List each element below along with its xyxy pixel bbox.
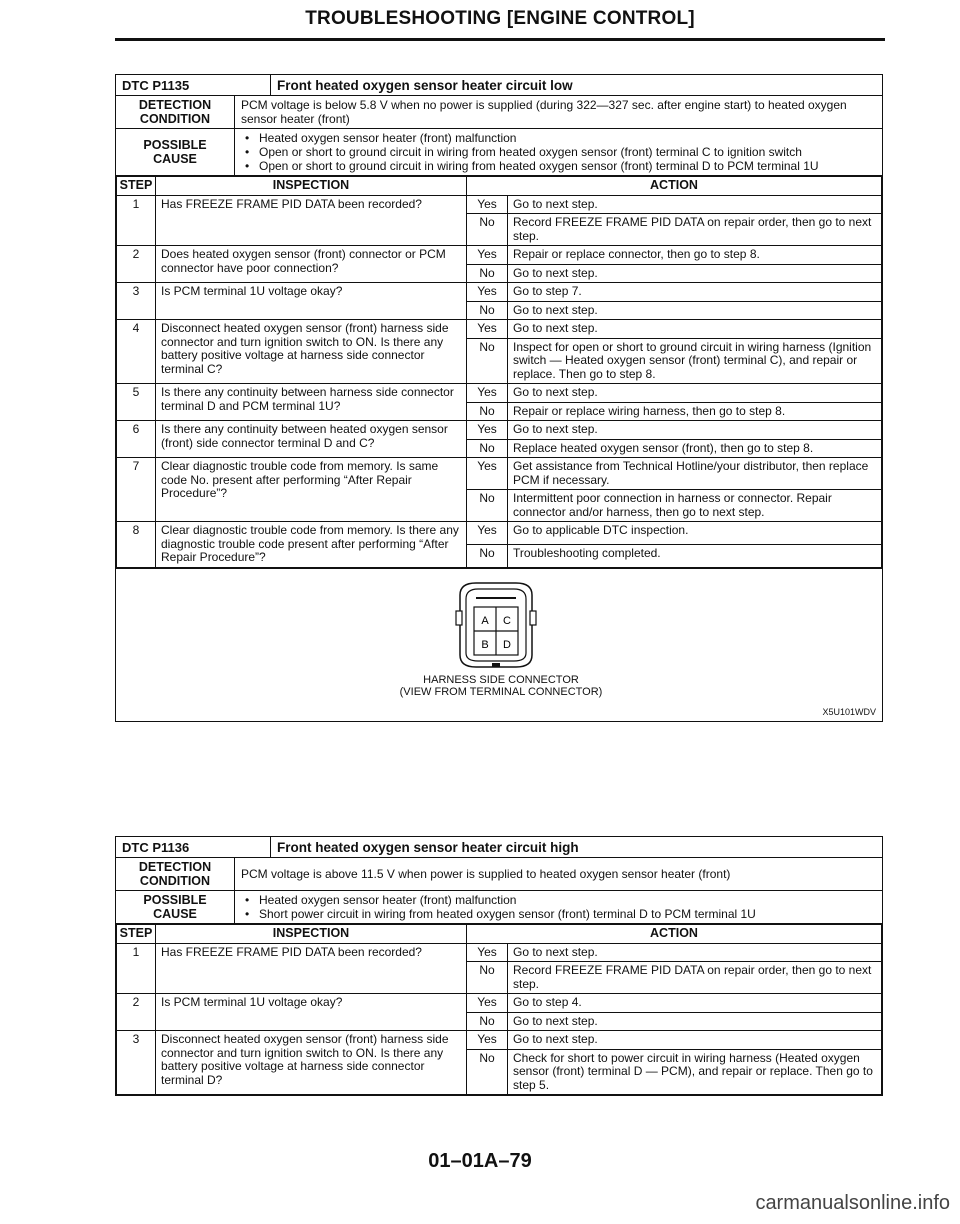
- dtc-p1136-section: [115, 836, 883, 1096]
- detection-condition-text: PCM voltage is below 5.8 V when no power is supplied (during 322—327 sec. after engine start) to heated oxygen sensor heater (front): [241, 98, 847, 126]
- detection-condition-label: DETECTION CONDITION: [116, 96, 235, 128]
- connector-caption-line2: (VIEW FROM TERMINAL CONNECTOR): [399, 685, 603, 698]
- detection-condition-label: DETECTION CONDITION: [116, 858, 235, 890]
- dtc-header: [116, 837, 882, 858]
- no-label: No: [467, 338, 508, 384]
- step-number: 6: [117, 421, 156, 458]
- no-action: Replace heated oxygen sensor (front), then go to step 8.: [508, 439, 882, 458]
- no-label: No: [467, 402, 508, 421]
- yes-action: Go to next step.: [508, 320, 882, 339]
- step-row: [117, 421, 882, 440]
- yes-label: Yes: [467, 943, 508, 962]
- step-number: 3: [117, 283, 156, 320]
- col-inspection: INSPECTION: [156, 177, 467, 196]
- no-label: No: [467, 214, 508, 246]
- no-action: Record FREEZE FRAME PID DATA on repair order, then go to next step.: [508, 962, 882, 994]
- dtc-header: [116, 75, 882, 96]
- step-row: [117, 1031, 882, 1050]
- step-row: [117, 943, 882, 962]
- possible-cause-item: • Short power circuit in wiring from heated oxygen sensor (front) terminal D to PCM terminal 1U: [259, 907, 876, 921]
- possible-cause-item: • Open or short to ground circuit in wiring from heated oxygen sensor (front) terminal C to ignition switch: [259, 145, 876, 159]
- step-inspection: Is PCM terminal 1U voltage okay?: [156, 994, 467, 1031]
- yes-label: Yes: [467, 246, 508, 265]
- dtc-p1135-section: [115, 74, 883, 722]
- page-header-title: TROUBLESHOOTING [ENGINE CONTROL]: [305, 8, 695, 29]
- watermark: carmanualsonline.info: [755, 1192, 950, 1214]
- no-action: Go to next step.: [508, 301, 882, 320]
- step-row: [117, 195, 882, 214]
- possible-cause-list: [235, 129, 882, 175]
- step-row: [117, 994, 882, 1013]
- detection-condition-row: [116, 858, 882, 891]
- no-label: No: [467, 490, 508, 522]
- detection-condition-text: PCM voltage is above 11.5 V when power is supplied to heated oxygen sensor heater (front): [241, 867, 731, 881]
- dtc-title: Front heated oxygen sensor heater circuit high: [277, 839, 579, 855]
- page-number: 01–01A–79: [428, 1150, 532, 1172]
- pin-a-label: A: [481, 614, 489, 627]
- yes-label: Yes: [467, 522, 508, 545]
- no-action: Go to next step.: [508, 1012, 882, 1031]
- yes-label: Yes: [467, 994, 508, 1013]
- dtc-title: Front heated oxygen sensor heater circuit low: [277, 77, 573, 93]
- yes-label: Yes: [467, 421, 508, 440]
- no-label: No: [467, 301, 508, 320]
- yes-action: Go to step 7.: [508, 283, 882, 302]
- inspection-table: [116, 176, 882, 568]
- no-label: No: [467, 439, 508, 458]
- dtc-code: DTC P1135: [116, 75, 271, 95]
- pin-b-label: B: [481, 638, 489, 651]
- connector-diagram-area: [116, 568, 882, 721]
- connector-caption: [371, 674, 631, 698]
- no-action: Intermittent poor connection in harness or connector. Repair connector and/or harness, then go to next step.: [508, 490, 882, 522]
- col-action: ACTION: [467, 177, 882, 196]
- no-action: Troubleshooting completed.: [508, 544, 882, 567]
- col-action: ACTION: [467, 925, 882, 944]
- step-inspection: Clear diagnostic trouble code from memory. Is same code No. present after performing “After Repair Procedure”?: [156, 458, 467, 522]
- possible-cause-item: • Heated oxygen sensor heater (front) malfunction: [259, 131, 876, 145]
- yes-action: Repair or replace connector, then go to step 8.: [508, 246, 882, 265]
- col-step: STEP: [117, 925, 156, 944]
- step-number: 8: [117, 522, 156, 568]
- step-number: 3: [117, 1031, 156, 1095]
- step-row: [117, 246, 882, 265]
- pin-c-label: C: [503, 614, 511, 627]
- step-row: [117, 283, 882, 302]
- possible-cause-row: [116, 891, 882, 924]
- harness-connector-diagram: [446, 577, 546, 673]
- step-inspection: Disconnect heated oxygen sensor (front) harness side connector and turn ignition switch to ON. Is there any battery positive voltage at harness side connector terminal C?: [156, 320, 467, 384]
- step-number: 1: [117, 195, 156, 246]
- step-row: [117, 320, 882, 339]
- yes-label: Yes: [467, 320, 508, 339]
- figure-code-ref: X5U101WDV: [822, 706, 876, 717]
- step-inspection: Is there any continuity between harness side connector terminal D and PCM terminal 1U?: [156, 384, 467, 421]
- col-step: STEP: [117, 177, 156, 196]
- no-action: Check for short to power circuit in wiring harness (Heated oxygen sensor (front) terminal D — PCM), and repair or replace. Then go to step 5.: [508, 1049, 882, 1095]
- yes-label: Yes: [467, 283, 508, 302]
- step-inspection: Has FREEZE FRAME PID DATA been recorded?: [156, 195, 467, 246]
- col-inspection: INSPECTION: [156, 925, 467, 944]
- step-inspection: Is PCM terminal 1U voltage okay?: [156, 283, 467, 320]
- no-label: No: [467, 264, 508, 283]
- header-rule: [115, 38, 885, 41]
- yes-label: Yes: [467, 1031, 508, 1050]
- step-inspection: Is there any continuity between heated oxygen sensor (front) side connector terminal D and C?: [156, 421, 467, 458]
- possible-cause-row: [116, 129, 882, 176]
- step-inspection: Clear diagnostic trouble code from memory. Is there any diagnostic trouble code present after performing “After Repair Procedure”?: [156, 522, 467, 568]
- step-number: 1: [117, 943, 156, 994]
- possible-cause-item: • Open or short to ground circuit in wiring from heated oxygen sensor (front) terminal D to PCM terminal 1U: [259, 159, 876, 173]
- step-inspection: Disconnect heated oxygen sensor (front) harness side connector and turn ignition switch to ON. Is there any battery positive voltage at harness side connector terminal D?: [156, 1031, 467, 1095]
- no-label: No: [467, 1012, 508, 1031]
- yes-label: Yes: [467, 458, 508, 490]
- no-label: No: [467, 544, 508, 567]
- dtc-code: DTC P1136: [116, 837, 271, 857]
- step-inspection: Does heated oxygen sensor (front) connector or PCM connector have poor connection?: [156, 246, 467, 283]
- connector-caption-line1: HARNESS SIDE CONNECTOR: [423, 673, 579, 686]
- step-row: [117, 458, 882, 490]
- step-inspection: Has FREEZE FRAME PID DATA been recorded?: [156, 943, 467, 994]
- no-action: Repair or replace wiring harness, then go to step 8.: [508, 402, 882, 421]
- yes-action: Go to next step.: [508, 421, 882, 440]
- possible-cause-list: [235, 891, 882, 923]
- possible-cause-item: • Heated oxygen sensor heater (front) malfunction: [259, 893, 876, 907]
- no-label: No: [467, 962, 508, 994]
- yes-label: Yes: [467, 384, 508, 403]
- step-number: 5: [117, 384, 156, 421]
- yes-action: Go to next step.: [508, 1031, 882, 1050]
- no-action: Inspect for open or short to ground circuit in wiring harness (Ignition switch — Heated oxygen sensor (front) terminal C), and repair or replace. Then go to step 8.: [508, 338, 882, 384]
- step-row: [117, 384, 882, 403]
- no-label: No: [467, 1049, 508, 1095]
- pin-d-label: D: [503, 638, 511, 651]
- possible-cause-label: POSSIBLE CAUSE: [116, 129, 235, 175]
- inspection-table: [116, 924, 882, 1095]
- no-action: Go to next step.: [508, 264, 882, 283]
- yes-action: Go to step 4.: [508, 994, 882, 1013]
- step-row: [117, 522, 882, 545]
- no-action: Record FREEZE FRAME PID DATA on repair order, then go to next step.: [508, 214, 882, 246]
- yes-action: Go to next step.: [508, 384, 882, 403]
- step-number: 7: [117, 458, 156, 522]
- step-number: 2: [117, 246, 156, 283]
- yes-action: Go to next step.: [508, 195, 882, 214]
- yes-action: Go to next step.: [508, 943, 882, 962]
- detection-condition-row: [116, 96, 882, 129]
- step-number: 2: [117, 994, 156, 1031]
- possible-cause-label: POSSIBLE CAUSE: [116, 891, 235, 923]
- step-number: 4: [117, 320, 156, 384]
- yes-action: Go to applicable DTC inspection.: [508, 522, 882, 545]
- yes-action: Get assistance from Technical Hotline/your distributor, then replace PCM if necessary.: [508, 458, 882, 490]
- yes-label: Yes: [467, 195, 508, 214]
